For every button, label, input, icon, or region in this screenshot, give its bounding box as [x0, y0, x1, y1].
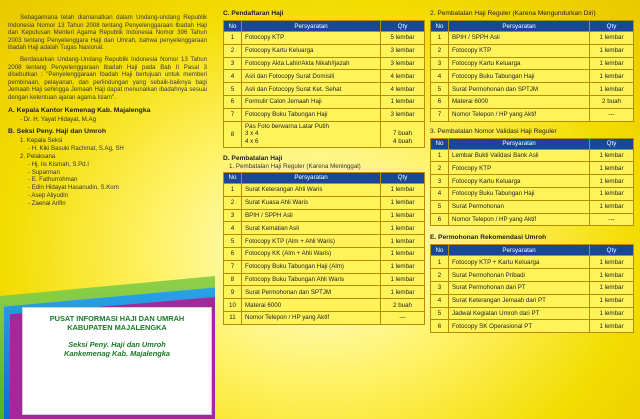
table-d3-title: 3. Pembatalan Nomor Validasi Haji Reguler	[430, 127, 557, 135]
cell-qty: ---	[590, 108, 634, 121]
cell-no: 2	[431, 162, 449, 175]
cell-req: Fotocopy Buku Tabungan Ahli Waris	[242, 273, 381, 286]
cell-no: 5	[431, 83, 449, 96]
cell-no: 8	[224, 273, 242, 286]
table-row	[431, 70, 634, 83]
table-row	[431, 294, 634, 307]
cell-req: Nomor Telepon / HP yang Aktif	[449, 213, 590, 226]
column-header-req: Persyaratan	[242, 21, 381, 32]
table-row	[431, 256, 634, 269]
table-row	[431, 269, 634, 282]
cell-no: 6	[431, 320, 449, 333]
middle-column	[218, 0, 425, 419]
cell-no: 4	[431, 187, 449, 200]
intro-text	[8, 14, 207, 102]
cell-req: Surat Permohonan dari PT	[449, 281, 590, 294]
cell-no: 7	[431, 108, 449, 121]
column-header-qty: Qty	[590, 21, 634, 32]
cell-qty: 1 lembar	[590, 57, 634, 70]
table-row	[224, 260, 425, 273]
cell-no: 6	[431, 213, 449, 226]
table-d3	[430, 138, 634, 227]
cell-no: 5	[431, 200, 449, 213]
table-row	[431, 213, 634, 226]
cell-req: Surat Permohonan dan SPTJM	[242, 286, 381, 299]
staff-name: - Suparman	[28, 168, 60, 176]
cell-no: 2	[431, 44, 449, 57]
cell-qty: 2 buah	[590, 95, 634, 108]
cell-qty: 1 lembar	[381, 273, 425, 286]
table-row	[224, 311, 425, 324]
cell-req: Fotocopy KTP	[449, 44, 590, 57]
cell-qty: 1 lembar	[590, 269, 634, 282]
column-header-no: No	[431, 21, 449, 32]
cell-req: Fotocopy Buku Tabungan Haji	[242, 108, 381, 121]
cell-req: Pas Foto berwarna Latar Putih 3 x 4 4 x 6	[242, 121, 381, 147]
cell-qty: 5 lembar	[381, 32, 425, 45]
cell-no: 1	[431, 256, 449, 269]
cell-req: BPIH / SPPH Asli	[449, 32, 590, 45]
column-header-req: Persyaratan	[449, 245, 590, 256]
table-row	[224, 44, 425, 57]
table-row	[431, 108, 634, 121]
table-row	[431, 175, 634, 188]
cell-req: Surat Permohonan	[449, 200, 590, 213]
cell-qty: 1 lembar	[590, 294, 634, 307]
column-header-qty: Qty	[590, 245, 634, 256]
cell-no: 6	[224, 95, 242, 108]
cell-req: Fotocopy SK Operasional PT	[449, 320, 590, 333]
column-header-qty: Qty	[590, 138, 634, 149]
cell-req: Nomor Telepon / HP yang Aktif	[449, 108, 590, 121]
column-header-no: No	[431, 245, 449, 256]
cell-req: Surat Keterangan Jemaah dari PT	[449, 294, 590, 307]
cell-qty: 4 lembar	[381, 83, 425, 96]
table-row	[431, 57, 634, 70]
cell-no: 7	[224, 108, 242, 121]
cell-req: Asli dan Fotocopy Surat Domisili	[242, 70, 381, 83]
cell-qty: 1 lembar	[381, 209, 425, 222]
cell-req: Fotocopy Kartu Keluarga	[449, 175, 590, 188]
table-row	[224, 273, 425, 286]
intro-paragraph-1: Sebagaimana telah diamanatkan dalam Undang-undang Republik Indonesia Nomor 13 Tahun 2008 tentang Penyelenggaraan Ibadah Haji dan Keputusan Menteri Agama Republik Indonesia Nomor 396 Tahun 2003 tentang Penyelenggara Haji dan Umrah, bahwa penyelenggaraan ibadah Haji adalah Tugas Nasional.	[8, 14, 207, 52]
table-row	[224, 70, 425, 83]
table-row	[431, 320, 634, 333]
table-e	[430, 244, 634, 333]
table-row	[431, 83, 634, 96]
cell-qty: 1 lembar	[590, 44, 634, 57]
cell-req: Fotocopy KTP	[242, 32, 381, 45]
table-row	[224, 32, 425, 45]
table-row	[431, 32, 634, 45]
cell-no: 2	[224, 44, 242, 57]
section-b-head-label: 1. Kepala Seksi	[20, 137, 63, 145]
cell-req: Surat Keterangan Ahli Waris	[242, 183, 381, 196]
column-header-qty: Qty	[381, 21, 425, 32]
info-title-line-1: PUSAT INFORMASI HAJI DAN UMRAH	[49, 314, 185, 323]
cell-qty: 1 lembar	[590, 149, 634, 162]
cell-req: Surat Permohonan Pribadi	[449, 269, 590, 282]
table-row	[431, 187, 634, 200]
table-d2-title: 2. Pembatalan Haji Reguler (Karena Mengundurkan Diri)	[430, 10, 596, 17]
cell-qty: 1 lembar	[381, 222, 425, 235]
table-c-title: C. Pendaftaran Haji	[223, 10, 284, 17]
cell-no: 1	[224, 32, 242, 45]
cell-no: 5	[224, 83, 242, 96]
table-d-title: D. Pembatalan Haji	[223, 154, 283, 162]
table-row	[224, 57, 425, 70]
cell-no: 1	[431, 149, 449, 162]
cell-no: 4	[431, 294, 449, 307]
cell-qty: 1 lembar	[590, 320, 634, 333]
staff-name: - Asep Aliyudin	[28, 191, 68, 199]
column-header-no: No	[224, 172, 242, 183]
cell-no: 7	[224, 260, 242, 273]
cell-req: Surat Kuasa Ahli Waris	[242, 196, 381, 209]
section-b-head-name: - H. Kiki Basuki Rachmat, S.Ag, SH	[28, 145, 124, 153]
cell-qty: 2 buah	[381, 299, 425, 312]
table-row	[224, 286, 425, 299]
staff-name: - E. Fathurrohman	[28, 176, 78, 184]
staff-name: - Hj. Iis Kismah, S.Pd.I	[28, 160, 89, 168]
cell-req: Materai 6000	[449, 95, 590, 108]
section-a-name: - Dr. H. Yayat Hidayat, M.Ag	[20, 115, 96, 123]
cell-no: 3	[224, 209, 242, 222]
table-row	[224, 95, 425, 108]
section-b-title: B. Seksi Peny. Haji dan Umroh	[8, 128, 107, 136]
cell-req: Fotocopy Buku Tabungan Haji	[449, 70, 590, 83]
column-header-no: No	[431, 138, 449, 149]
cell-qty: 1 lembar	[590, 83, 634, 96]
section-a-title: A. Kepala Kantor Kemenag Kab. Majalengka	[8, 106, 151, 114]
cell-req: Fotocopy Buku Tabungan Haji (Alm)	[242, 260, 381, 273]
column-header-no: No	[224, 21, 242, 32]
info-center-box	[22, 307, 212, 415]
cell-qty: 1 lembar	[381, 235, 425, 248]
cell-qty: 7 buah 4 buah	[381, 121, 425, 147]
table-header-row	[224, 21, 425, 32]
cell-no: 11	[224, 311, 242, 324]
cell-qty: ---	[590, 213, 634, 226]
cell-req: Jadwal Kegiatan Umroh dari PT	[449, 307, 590, 320]
staff-name: - Zaenal Arifin	[28, 199, 66, 207]
cell-qty: 3 lembar	[381, 44, 425, 57]
cell-no: 10	[224, 299, 242, 312]
table-e-title: E. Permohonan Rekomendasi Umroh	[430, 234, 547, 242]
cell-no: 3	[224, 57, 242, 70]
cell-qty: 1 lembar	[590, 162, 634, 175]
table-row	[224, 196, 425, 209]
info-subtitle-line-2: Kankemenag Kab. Majalengka	[64, 349, 170, 358]
table-row	[431, 200, 634, 213]
table-row	[431, 281, 634, 294]
table-header-row	[431, 138, 634, 149]
column-header-req: Persyaratan	[242, 172, 381, 183]
cell-qty: 1 lembar	[590, 281, 634, 294]
cell-qty: 1 lembar	[381, 183, 425, 196]
cell-no: 3	[431, 57, 449, 70]
cell-req: Fotocopy KK (Alm + Ahli Waris)	[242, 247, 381, 260]
cell-req: Asli dan Fotocopy Surat Ket. Sehat	[242, 83, 381, 96]
cell-no: 1	[224, 183, 242, 196]
cell-qty: 1 lembar	[381, 196, 425, 209]
cell-no: 1	[431, 32, 449, 45]
cell-req: Fotocopy Akta Lahir/Akta Nikah/Ijazah	[242, 57, 381, 70]
table-d-subtitle: 1. Pembatalan Haji Reguler (Karena Meninggal)	[229, 162, 361, 170]
cell-no: 3	[431, 175, 449, 188]
column-header-qty: Qty	[381, 172, 425, 183]
cell-req: Nomor Telepon / HP yang Aktif	[242, 311, 381, 324]
cell-qty: 1 lembar	[381, 286, 425, 299]
cell-req: Fotocopy KTP	[449, 162, 590, 175]
cell-no: 4	[224, 70, 242, 83]
table-row	[431, 149, 634, 162]
cell-req: Formulir Calon Jemaah Haji	[242, 95, 381, 108]
cell-qty: 1 lembar	[590, 256, 634, 269]
cell-no: 9	[224, 286, 242, 299]
table-row	[224, 222, 425, 235]
cell-qty: 1 lembar	[590, 70, 634, 83]
section-b-staff-label: 2. Pelaksana	[20, 152, 56, 160]
cell-no: 4	[431, 70, 449, 83]
cell-qty: 1 lembar	[590, 187, 634, 200]
cell-qty: 1 lembar	[590, 32, 634, 45]
column-header-req: Persyaratan	[449, 21, 590, 32]
cell-no: 6	[224, 247, 242, 260]
cell-qty: 3 lembar	[381, 57, 425, 70]
cell-no: 8	[224, 121, 242, 147]
table-row	[224, 247, 425, 260]
cell-qty: 1 lembar	[381, 260, 425, 273]
table-row	[431, 44, 634, 57]
info-title-line-2: KABUPATEN MAJALENGKA	[67, 323, 167, 332]
table-row	[224, 209, 425, 222]
cell-req: Fotocopy Buku Tabungan Haji	[449, 187, 590, 200]
table-row	[224, 83, 425, 96]
cell-qty: 4 lembar	[381, 70, 425, 83]
cell-no: 4	[224, 222, 242, 235]
cell-no: 6	[431, 95, 449, 108]
cell-qty: 1 lembar	[590, 175, 634, 188]
intro-paragraph-2: Berdasarkan Undang-Undang Republik Indonesia Nomor 13 Tahun 2008 tentang Penyelenggaraan Ibadah Haji pada Bab II Pasal 3 disebutkan : "Penyelenggaraan Ibadah Haji bertujuan untuk memberi pembinaan, pelayanan, dan perlindungan yang sebaik-baiknya bagi Jemaah Haji sehingga Jemaah Haji dapat menunaikan ibadahnya sesuai dengan ketentuan ajaran agama Islam".	[8, 55, 207, 101]
cell-req: Fotocopy Kartu Keluarga	[449, 57, 590, 70]
cell-req: Surat Permohonan dan SPTJM	[449, 83, 590, 96]
cell-req: Fotocopy KTP + Kartu Keluarga	[449, 256, 590, 269]
cell-no: 5	[431, 307, 449, 320]
cell-qty: 1 lembar	[590, 200, 634, 213]
table-row	[224, 108, 425, 121]
cell-qty: 1 lembar	[590, 307, 634, 320]
cell-qty: 1 lembar	[381, 95, 425, 108]
table-row	[431, 162, 634, 175]
staff-name: - Edin Hidayat Hasanudin, S.Kom	[28, 184, 119, 192]
table-header-row	[224, 172, 425, 183]
table-d2	[430, 20, 634, 122]
table-d	[223, 172, 425, 325]
table-header-row	[431, 245, 634, 256]
column-header-req: Persyaratan	[449, 138, 590, 149]
cell-no: 3	[431, 281, 449, 294]
table-c	[223, 20, 425, 148]
cell-no: 2	[431, 269, 449, 282]
info-subtitle-line-1: Seksi Peny. Haji dan Umroh	[68, 340, 166, 349]
table-row	[224, 235, 425, 248]
cell-qty: 3 lembar	[381, 108, 425, 121]
cell-req: BPIH / SPPH Asli	[242, 209, 381, 222]
cell-no: 5	[224, 235, 242, 248]
cell-qty: ---	[381, 311, 425, 324]
cell-req: Lembar Bukti Validasi Bank Asli	[449, 149, 590, 162]
right-column	[428, 0, 640, 419]
cell-no: 2	[224, 196, 242, 209]
cell-req: Materai 6000	[242, 299, 381, 312]
table-row	[431, 307, 634, 320]
cell-req: Fotocopy KTP (Alm + Ahli Waris)	[242, 235, 381, 248]
table-row	[224, 121, 425, 147]
cell-req: Surat Kematian Asli	[242, 222, 381, 235]
cell-req: Fotocopy Kartu Keluarga	[242, 44, 381, 57]
table-row	[224, 183, 425, 196]
table-header-row	[431, 21, 634, 32]
cell-qty: 1 lembar	[381, 247, 425, 260]
table-row	[431, 95, 634, 108]
table-row	[224, 299, 425, 312]
